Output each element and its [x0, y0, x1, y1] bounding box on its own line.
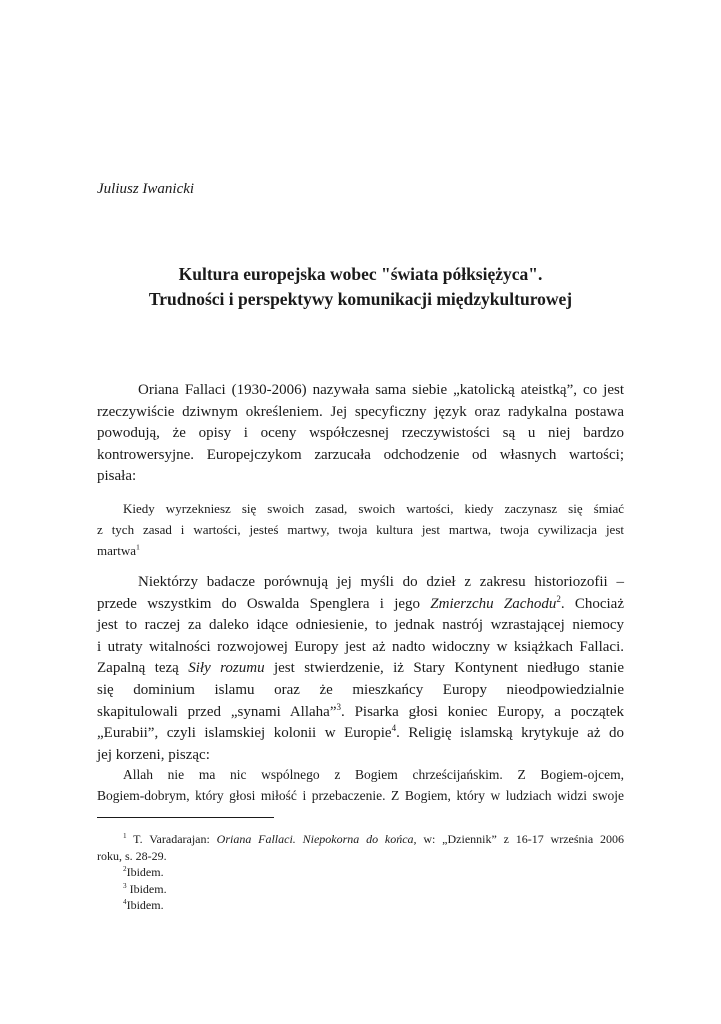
footnotes	[97, 831, 624, 914]
footnote-2	[97, 864, 624, 881]
paragraph-line: się dominium islamu oraz że mieszkańcy Europy nieodpowiedzialnie	[97, 681, 624, 698]
quote-line: z tych zasad i wartości, jesteś martwy, twoja kultura jest martwa, twoja cywilizacja jest	[97, 522, 624, 537]
paragraph-line	[97, 658, 624, 680]
paragraph-line: powodują, że opisy i oceny współczesnej rzeczywistości są u niej bardzo	[97, 425, 624, 442]
text-span: . Religię islamską krytykuje aż do	[396, 725, 625, 742]
text-span: Ibidem.	[126, 881, 167, 896]
author-name: Juliusz Iwanicki	[97, 181, 195, 197]
text-span: . Pisarka głosi koniec Europy, a początek	[340, 703, 625, 720]
footnote-separator	[97, 817, 274, 818]
book-title: Siły rozumu	[188, 660, 265, 677]
paragraph-line	[97, 702, 624, 724]
paragraph-line: Oriana Fallaci (1930-2006) nazywała sama siebie „katolicką ateistką”, co jest	[138, 382, 624, 398]
paragraph-line	[97, 723, 624, 745]
text-span: Ibidem.	[126, 898, 164, 912]
text-span: Ibidem.	[126, 865, 164, 879]
paragraph-line: kontrowersyjne. Europejczykom zarzucała odchodzenie od własnych wartości;	[97, 446, 624, 463]
quote-line: Kiedy wyrzekniesz się swoich zasad, swoich wartości, kiedy zaczynasz się śmiać	[123, 501, 624, 516]
text-span: T. Varadarajan:	[126, 832, 217, 846]
text-span: Zapalną tezą	[97, 660, 189, 677]
quote-text: martwa	[97, 543, 136, 558]
article-title	[97, 262, 624, 312]
quote-line: Allah nie ma nic wspólnego z Bogiem chrześcijańskim. Z Bogiem-ojcem,	[123, 767, 624, 782]
text-span: jest stwierdzenie, iż Stary Kontynent niedługo stanie	[264, 660, 624, 677]
block-quote-1	[97, 498, 624, 561]
paragraph-line: jest to raczej za daleko idące odniesienie, to jednak nastrój wzrastającej niemocy	[97, 617, 624, 634]
footnote-mark: 1	[123, 832, 127, 840]
footnote-4	[97, 897, 624, 914]
paragraph-line: pisała:	[97, 468, 137, 485]
title-line-2: Trudności i perspektywy komunikacji międzykulturowej	[148, 289, 573, 309]
text-span: . Chociaż	[560, 595, 624, 612]
quote-line	[97, 540, 624, 561]
paragraph-line	[97, 594, 624, 616]
paragraph-line: rzeczywiście dziwnym określeniem. Jej specyficzny język oraz radykalna postawa	[97, 403, 624, 420]
footnote-mark: 4	[123, 898, 127, 906]
quote-line: Bogiem-dobrym, który głosi miłość i przebaczenie. Z Bogiem, który w ludziach widzi swoje	[97, 788, 624, 803]
text-span: „Eurabii”, czyli islamskiej kolonii w Europie	[97, 725, 392, 742]
footnote-3	[97, 881, 624, 898]
paragraph-1	[97, 380, 624, 488]
footnote-mark: 3	[123, 881, 127, 890]
text-span: skapitulowali przed „synami Allaha”	[97, 703, 337, 720]
paragraph-line: Niektórzy badacze porównują jej myśli do dzieł z zakresu historiozofii –	[138, 574, 624, 590]
text-span: w: „Dziennik” z 16-17 września 2006	[416, 832, 625, 846]
book-title: Oriana Fallaci. Niepokorna do końca,	[216, 832, 417, 846]
title-line-1: Kultura europejska wobec "świata półksiężyca".	[178, 264, 543, 284]
footnote-ref[interactable]: 3	[336, 701, 341, 712]
paragraph-line: i utraty witalności rozwojowej Europy jest aż nadto widoczny w książkach Fallaci.	[97, 638, 624, 655]
footnote-ref[interactable]: 4	[391, 723, 397, 734]
footnote-mark: 2	[123, 865, 127, 873]
paragraph-line: jej korzeni, pisząc:	[97, 746, 210, 763]
text-span: przede wszystkim do Oswalda Spenglera i jego	[97, 595, 431, 612]
footnote-1	[97, 831, 624, 848]
book-title: Zmierzchu Zachodu	[430, 595, 557, 612]
block-quote-2	[97, 764, 624, 806]
footnote-ref[interactable]: 2	[556, 593, 561, 604]
paragraph-2	[97, 572, 624, 766]
footnote-1-continuation: roku, s. 28-29.	[97, 848, 167, 863]
footnote-ref[interactable]: 1	[135, 542, 140, 552]
